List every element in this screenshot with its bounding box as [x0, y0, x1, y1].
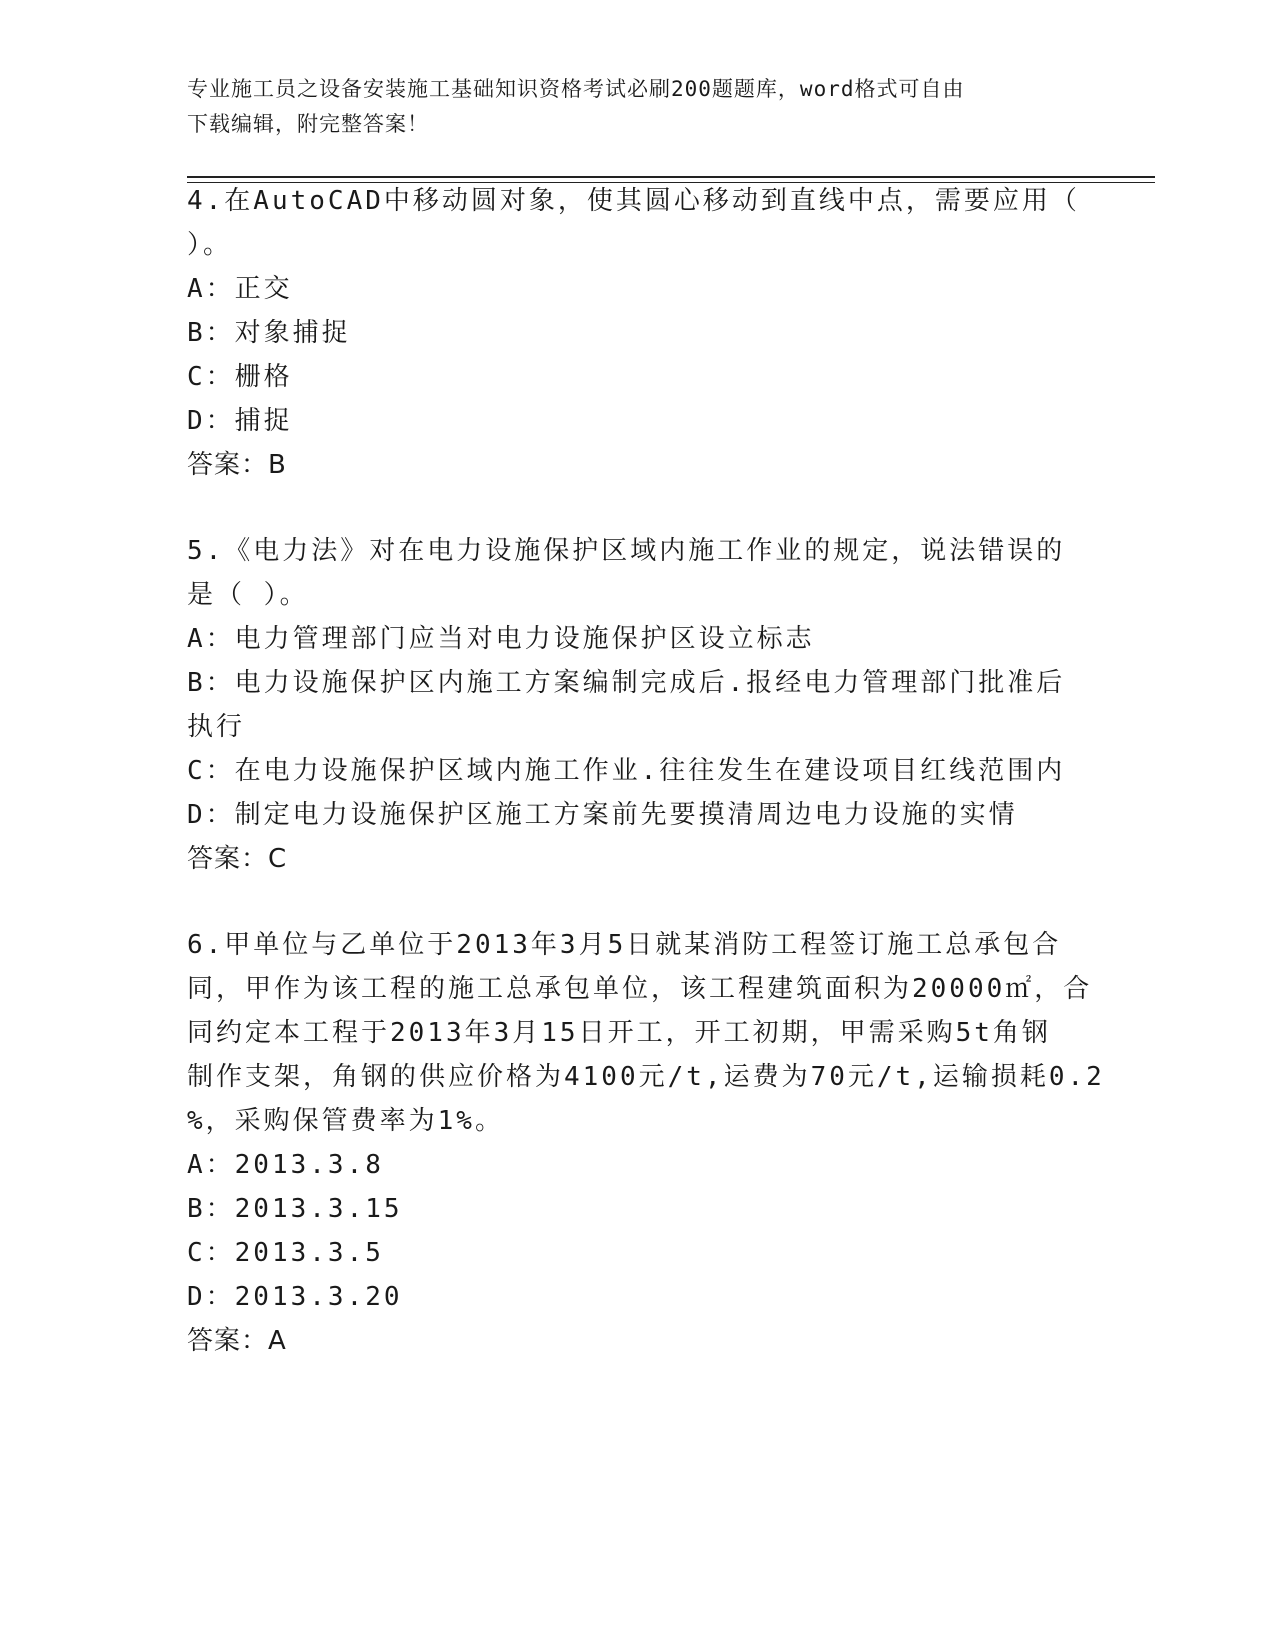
question-5-option-b-continued: 执行 — [187, 712, 246, 742]
question-4-option-d: D：捕捉 — [187, 406, 293, 436]
question-6-stem-line-2: 同，甲作为该工程的施工总承包单位，该工程建筑面积为20000㎡，合 — [187, 974, 1093, 1004]
header-line-1: 专业施工员之设备安装施工基础知识资格考试必刷200题题库，word格式可自由 — [187, 77, 965, 101]
question-4-option-c: C：栅格 — [187, 362, 293, 392]
header-divider-thin — [187, 182, 1155, 183]
question-6-option-d: D：2013.3.20 — [187, 1282, 403, 1312]
question-4-answer: 答案：B — [187, 450, 287, 480]
question-4-stem-line-1: 4.在AutoCAD中移动圆对象，使其圆心移动到直线中点，需要应用（ — [187, 186, 1080, 216]
question-5-option-d: D：制定电力设施保护区施工方案前先要摸清周边电力设施的实情 — [187, 800, 1018, 830]
question-4-option-a: A：正交 — [187, 274, 293, 304]
question-5-option-b: B：电力设施保护区内施工方案编制完成后.报经电力管理部门批准后 — [187, 668, 1066, 698]
question-6-stem-line-4: 制作支架，角钢的供应价格为4100元/t,运费为70元/t,运输损耗0.2 — [187, 1062, 1105, 1092]
question-5-answer: 答案：C — [187, 844, 288, 874]
question-6-stem-line-1: 6.甲单位与乙单位于2013年3月5日就某消防工程签订施工总承包合 — [187, 930, 1062, 960]
header-line-2: 下载编辑，附完整答案！ — [187, 112, 429, 136]
question-5-stem-line-1: 5.《电力法》对在电力设施保护区域内施工作业的规定，说法错误的 — [187, 536, 1066, 566]
question-6-stem-line-5: %，采购保管费率为1%。 — [187, 1106, 504, 1136]
question-5-option-c: C：在电力设施保护区域内施工作业.往往发生在建设项目红线范围内 — [187, 756, 1066, 786]
question-5-option-a: A：电力管理部门应当对电力设施保护区设立标志 — [187, 624, 815, 654]
question-6-stem-line-3: 同约定本工程于2013年3月15日开工，开工初期，甲需采购5t角钢 — [187, 1018, 1051, 1048]
question-4-stem-line-2: ）。 — [187, 230, 233, 260]
document-header — [187, 72, 1087, 142]
question-6-option-c: C：2013.3.5 — [187, 1238, 384, 1268]
question-6-answer: 答案：A — [187, 1326, 287, 1356]
header-divider-thick — [187, 176, 1155, 178]
question-5-stem-line-2: 是（ ）。 — [187, 580, 309, 610]
question-4-option-b: B：对象捕捉 — [187, 318, 351, 348]
question-6-option-b: B：2013.3.15 — [187, 1194, 403, 1224]
question-6-option-a: A：2013.3.8 — [187, 1150, 384, 1180]
